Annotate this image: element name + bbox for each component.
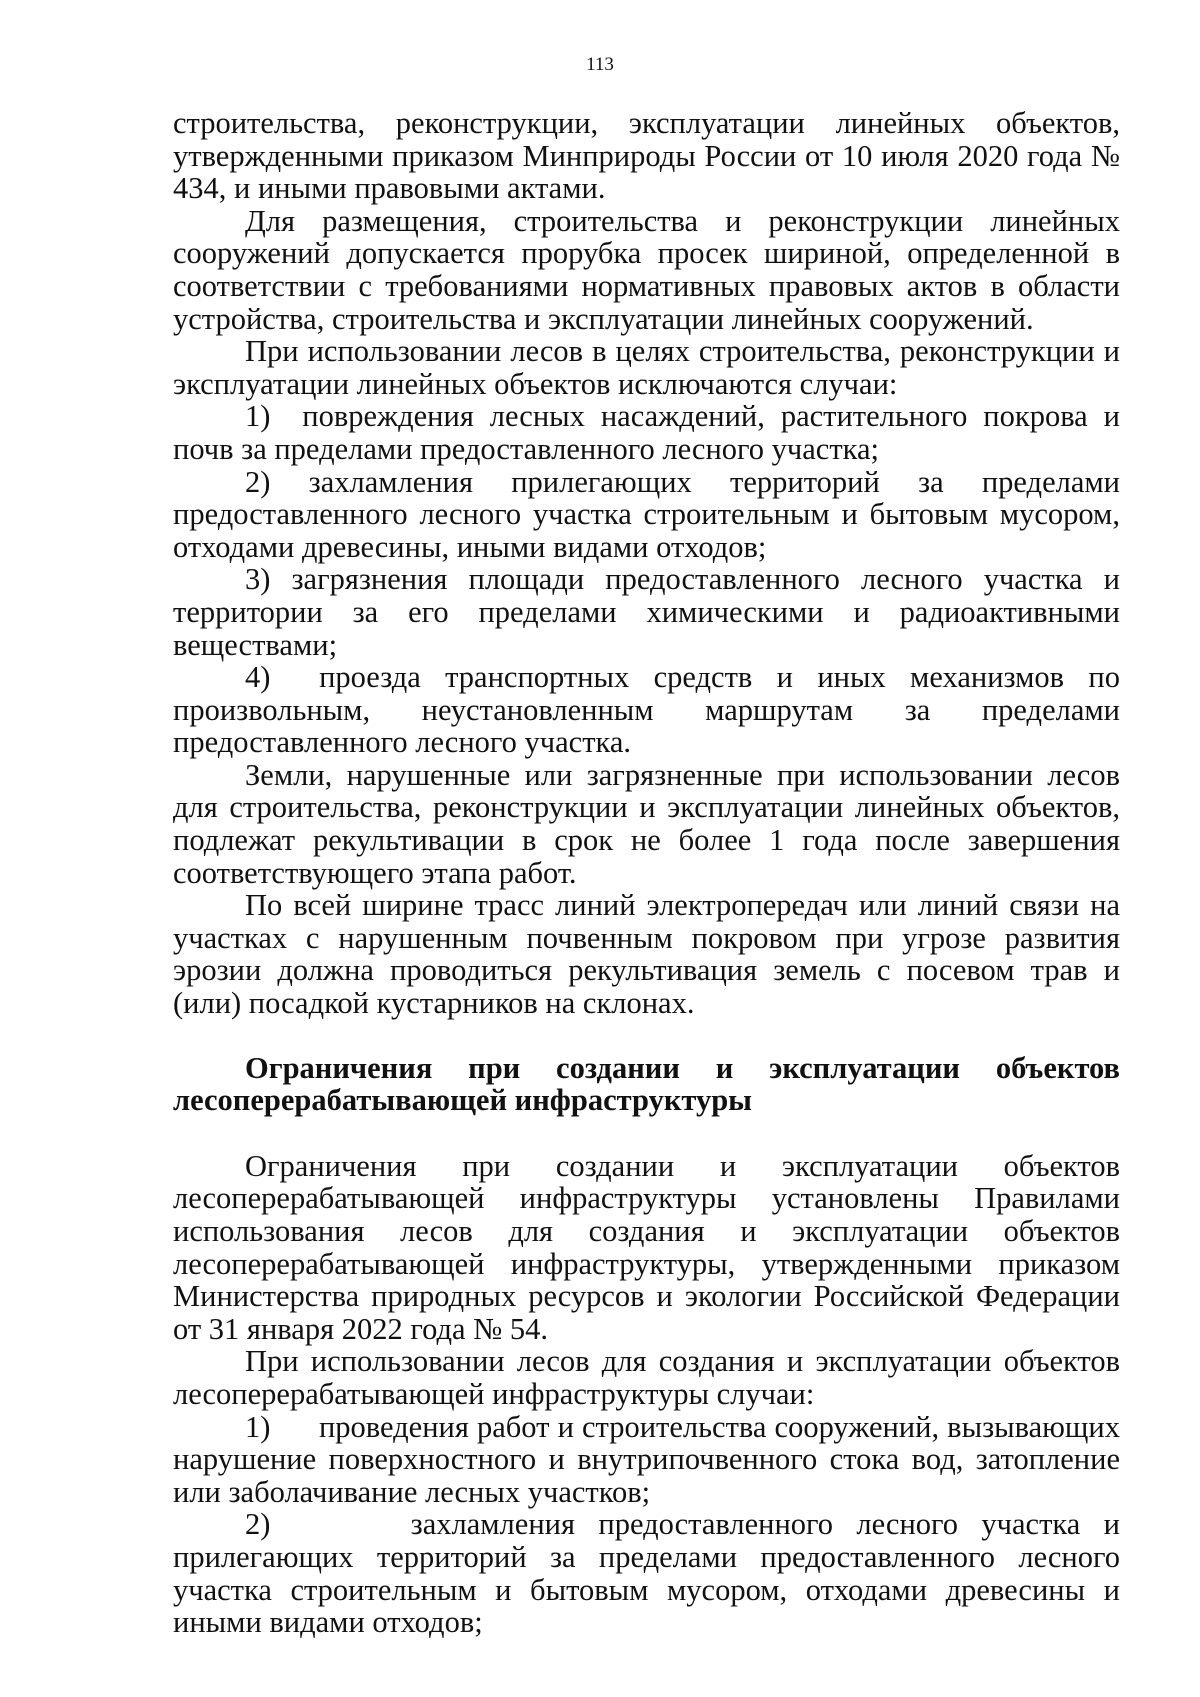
paragraph: 1) проведения работ и строительства сооружений, вызывающих нарушение поверхностного и внутрипочвенного стока вод, затопление или заболачивание лесных участков; [173,1409,1128,1509]
paragraph: Ограничения при создании и эксплуатации объектов лесоперерабатывающей инфраструктуры установлены Правилами использования лесов для создания и эксплуатации объектов лесоперерабатывающей инфраструктуры, утвержденными приказом Министерства природных ресурсов и экологии Российской Федерации от 31 января 2022 года № 54. [173,1148,1128,1346]
paragraph: Земли, нарушенные или загрязненные при использовании лесов для строительства, реконструкции и эксплуатации линейных объектов, подлежат рекультивации в срок не более 1 года после завершения соответствующего этапа работ. [173,757,1128,890]
page-number: 113 [586,54,614,75]
section-heading: Ограничения при создании и эксплуатации объектов лесоперерабатывающей инфраструктуры [173,1050,1120,1118]
spacer [173,1020,1120,1052]
paragraph: 1) повреждения лесных насаждений, растительного покрова и почв за пределами предоставленного лесного участка; [173,399,1128,466]
paragraph: 4) проезда транспортных средств и иных механизмов по произвольным, неустановленным маршрутам за пределами предоставленного лесного участка. [173,660,1128,760]
paragraph: 2) захламления прилегающих территорий за пределами предоставленного лесного участка строительным и бытовым мусором, отходами древесины, иными видами отходов; [173,464,1128,564]
spacer [173,1117,1120,1150]
paragraph: По всей ширине трасс линий электропередач или линий связи на участках с нарушенным почвенным покровом при угрозе развития эрозии должна проводиться рекультивация земель с посевом трав и (или) посадкой кустарников на склонах. [173,888,1128,1021]
paragraph: При использовании лесов в целях строительства, реконструкции и эксплуатации линейных объектов исключаются случаи: [173,334,1128,401]
paragraph: Для размещения, строительства и реконструкции линейных сооружений допускается прорубка просек шириной, определенной в соответствии с требованиями нормативных правовых актов в области устройства, строительства и эксплуатации линейных сооружений. [173,203,1128,336]
document-body [173,106,1128,1640]
paragraph: строительства, реконструкции, эксплуатации линейных объектов, утвержденными приказом Минприроды России от 10 июля 2020 года № 434, и иными правовыми актами. [173,106,1128,206]
paragraph: 2) захламления предоставленного лесного участка и прилегающих территорий за пределами предоставленного лесного участка строительным и бытовым мусором, отходами древесины и иными видами отходов; [173,1507,1128,1640]
paragraph: При использовании лесов для создания и эксплуатации объектов лесоперерабатывающей инфраструктуры случаи: [173,1344,1128,1411]
top-section [173,106,1128,1021]
paragraph: 3) загрязнения площади предоставленного лесного участка и территории за его пределами химическими и радиоактивными веществами; [173,562,1128,662]
bottom-section [173,1148,1128,1640]
